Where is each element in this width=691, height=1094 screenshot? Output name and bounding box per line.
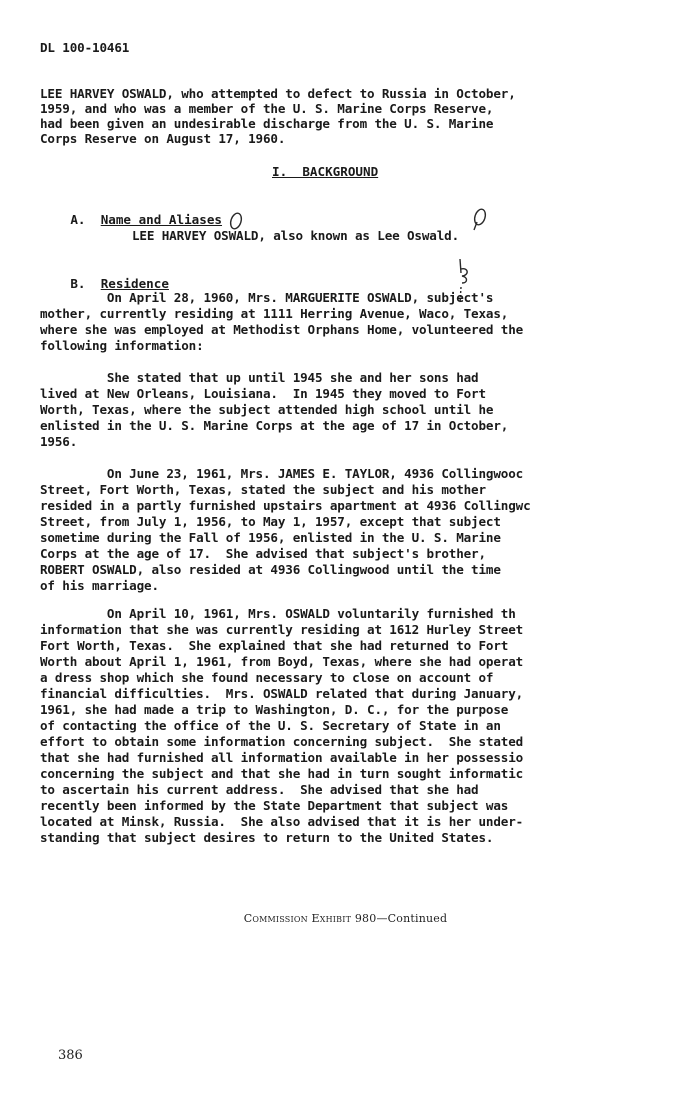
paragraph-line: mother, currently residing at 1111 Herring Avenue, Waco, Texas, (40, 306, 509, 321)
handwritten-o-mark (226, 210, 248, 232)
subsection-a-text: LEE HARVEY OSWALD, also known as Lee Oswald. (132, 228, 460, 243)
subsection-a-label: A. (70, 212, 86, 227)
paragraph-line: enlisted in the U. S. Marine Corps at the age of 17 in October, (40, 418, 509, 433)
paragraph-line: 1961, she had made a trip to Washington, D. C., for the purpose (40, 702, 509, 717)
subsection-b-label: B. (70, 276, 86, 291)
paragraph-line: Fort Worth, Texas. She explained that she had returned to Fort (40, 638, 509, 653)
paragraph-line: of contacting the office of the U. S. Secretary of State in an (40, 718, 501, 733)
exhibit-label: Commission Exhibit 980 (243, 912, 377, 925)
section-title: I. BACKGROUND (272, 164, 379, 179)
paragraph-line: where she was employed at Methodist Orphans Home, volunteered the (40, 322, 524, 337)
paragraph-line: effort to obtain some information concerning subject. She stated (40, 734, 524, 749)
paragraph-line: standing that subject desires to return to the United States. (40, 830, 494, 845)
paragraph-line: information that she was currently residing at 1612 Hurley Street (40, 622, 524, 637)
paragraph-line: Street, from July 1, 1956, to May 1, 1957, except that subject (40, 514, 501, 529)
subsection-b-title: Residence (100, 276, 169, 291)
paragraph-line: On April 10, 1961, Mrs. OSWALD voluntarily furnished th (40, 606, 516, 621)
intro-line: 1959, and who was a member of the U. S. Marine Corps Reserve, (40, 101, 494, 116)
paragraph-line: On April 28, 1960, Mrs. MARGUERITE OSWALD, subject's (40, 290, 494, 305)
paragraph-line: Worth, Texas, where the subject attended high school until he (40, 402, 494, 417)
paragraph-line: ROBERT OSWALD, also resided at 4936 Collingwood until the time (40, 562, 501, 577)
subsection-a-title: Name and Aliases (100, 212, 223, 227)
paragraph-line: of his marriage. (40, 578, 159, 593)
exhibit-continued: —Continued (376, 912, 448, 925)
paragraph-line: Worth about April 1, 1961, from Boyd, Texas, where she had operat (40, 654, 524, 669)
paragraph-line: that she had furnished all information available in her possessio (40, 750, 524, 765)
paragraph-line: located at Minsk, Russia. She also advised that it is her under- (40, 814, 524, 829)
paragraph-line: sometime during the Fall of 1956, enlisted in the U. S. Marine (40, 530, 501, 545)
exhibit-footer (0, 912, 691, 925)
paragraph-line: On June 23, 1961, Mrs. JAMES E. TAYLOR, 4936 Collingwooc (40, 466, 524, 481)
paragraph-line: resided in a partly furnished upstairs apartment at 4936 Collingwc (40, 498, 531, 513)
paragraph-line: Corps at the age of 17. She advised that subject's brother, (40, 546, 486, 561)
paragraph-line: following information: (40, 338, 204, 353)
paragraph-line: to ascertain his current address. She advised that she had (40, 782, 479, 797)
intro-line: LEE HARVEY OSWALD, who attempted to defect to Russia in October, (40, 86, 516, 101)
paragraph-line: She stated that up until 1945 she and her sons had (40, 370, 479, 385)
intro-line: Corps Reserve on August 17, 1960. (40, 131, 286, 146)
paragraph-line: a dress shop which she found necessary to close on account of (40, 670, 494, 685)
paragraph-line: Street, Fort Worth, Texas, stated the subject and his mother (40, 482, 486, 497)
page-number: 386 (58, 1048, 83, 1063)
intro-line: had been given an undesirable discharge from the U. S. Marine (40, 116, 494, 131)
paragraph-line: concerning the subject and that she had in turn sought informatic (40, 766, 524, 781)
paragraph-line: financial difficulties. Mrs. OSWALD related that during January, (40, 686, 524, 701)
paragraph-line: 1956. (40, 434, 78, 449)
paragraph-line: recently been informed by the State Department that subject was (40, 798, 509, 813)
file-number: DL 100-10461 (40, 40, 130, 55)
handwritten-o-mark (468, 206, 492, 232)
paragraph-line: lived at New Orleans, Louisiana. In 1945 they moved to Fort (40, 386, 486, 401)
